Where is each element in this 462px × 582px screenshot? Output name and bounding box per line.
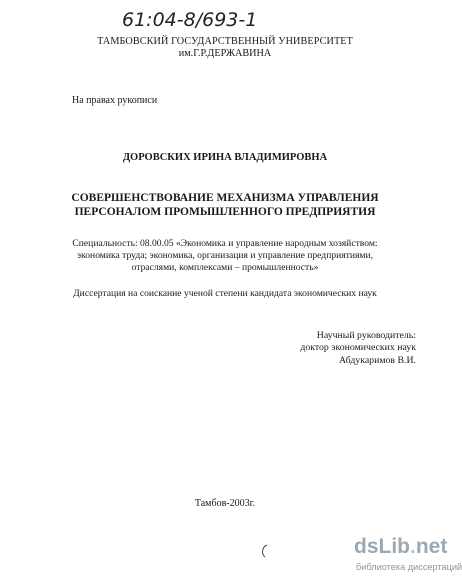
watermark-subtitle: библиотека диссертаций <box>356 562 462 572</box>
advisor-name: Абдукаримов В.И. <box>339 354 416 366</box>
dissertation-degree: Диссертация на соискание ученой степени кандидата экономических наук <box>73 288 377 299</box>
university-dedication: им.Г.Р.ДЕРЖАВИНА <box>178 48 272 59</box>
manuscript-rights-note: На правах рукописи <box>72 95 158 106</box>
thesis-title-line-2: ПЕРСОНАЛОМ ПРОМЫШЛЕННОГО ПРЕДПРИЯТИЯ <box>74 206 376 218</box>
watermark <box>346 535 462 579</box>
city-year: Тамбов-2003г. <box>194 498 256 509</box>
pen-mark-icon <box>258 543 270 559</box>
watermark-logo-tld: net <box>415 535 448 558</box>
thesis-title-line-1: СОВЕРШЕНСТВОВАНИЕ МЕХАНИЗМА УПРАВЛЕНИЯ <box>71 192 379 204</box>
watermark-logo <box>354 535 447 559</box>
specialty-line-2: экономика труда; экономика, организация и управление предприятиями, <box>76 249 374 261</box>
author-name: ДОРОВСКИХ ИРИНА ВЛАДИМИРОВНА <box>122 152 328 163</box>
university-name: ТАМБОВСКИЙ ГОСУДАРСТВЕННЫЙ УНИВЕРСИТЕТ <box>97 36 353 47</box>
advisor-block <box>300 330 416 367</box>
advisor-degree: доктор экономических наук <box>300 342 416 354</box>
specialty-line-1: Специальность: 08.00.05 «Экономика и управление народным хозяйством: <box>72 238 378 249</box>
handwritten-text: 61:04-8/693-1 <box>122 9 258 31</box>
watermark-logo-dot: . <box>410 535 416 558</box>
specialty-block <box>0 238 450 273</box>
handwritten-catalog-number <box>120 4 270 34</box>
specialty-line-3: отраслями, комплексами – промышленность» <box>131 261 319 273</box>
watermark-logo-main: dsLib <box>354 535 410 558</box>
advisor-role: Научный руководитель: <box>316 330 416 341</box>
